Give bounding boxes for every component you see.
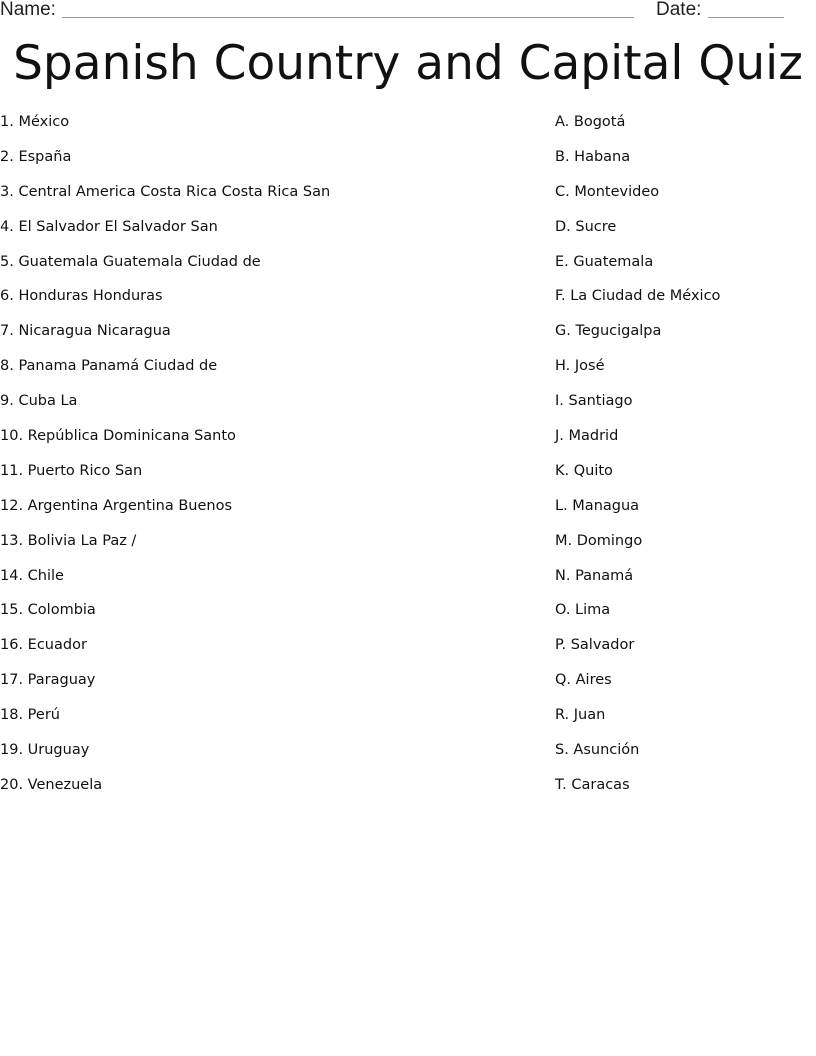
answer-item: C. Montevideo — [555, 183, 660, 200]
answer-item: F. La Ciudad de México — [555, 288, 721, 305]
header-row — [0, 0, 816, 22]
question-item: 3. Central America Costa Rica Costa Rica San — [0, 183, 331, 200]
answer-list — [555, 112, 805, 810]
answer-item: J. Madrid — [555, 428, 619, 445]
question-item: 15. Colombia — [0, 602, 96, 619]
question-item: 7. Nicaragua Nicaragua — [0, 323, 171, 340]
answer-item: B. Habana — [555, 148, 631, 165]
answer-item: E. Guatemala — [555, 253, 654, 270]
answer-item: N. Panamá — [555, 567, 634, 584]
answer-item: R. Juan — [555, 707, 606, 724]
question-item: 13. Bolivia La Paz / — [0, 532, 137, 549]
name-blank-line[interactable] — [62, 17, 634, 18]
question-list — [0, 112, 540, 810]
question-item: 9. Cuba La — [0, 393, 78, 410]
answer-item: I. Santiago — [555, 393, 633, 410]
answer-item: A. Bogotá — [555, 114, 626, 130]
answer-item: G. Tegucigalpa — [555, 323, 662, 340]
question-item: 17. Paraguay — [0, 672, 96, 689]
question-item: 2. España — [0, 148, 72, 165]
date-label: Date: — [656, 0, 702, 20]
question-item: 19. Uruguay — [0, 742, 90, 759]
page-title: Spanish Country and Capital Quiz — [13, 36, 803, 91]
answer-item: O. Lima — [555, 602, 611, 619]
name-label: Name: — [0, 0, 56, 20]
question-item: 16. Ecuador — [0, 637, 87, 654]
answer-item: L. Managua — [555, 497, 640, 514]
question-item: 14. Chile — [0, 567, 64, 584]
question-item: 11. Puerto Rico San — [0, 462, 143, 479]
answer-item: M. Domingo — [555, 532, 643, 549]
question-item: 10. República Dominicana Santo — [0, 428, 236, 445]
question-item: 12. Argentina Argentina Buenos — [0, 497, 233, 514]
question-item: 1. México — [0, 114, 70, 130]
question-item: 4. El Salvador El Salvador San — [0, 218, 218, 235]
date-blank-line[interactable] — [708, 17, 784, 18]
question-item: 5. Guatemala Guatemala Ciudad de — [0, 253, 261, 270]
answer-item: Q. Aires — [555, 672, 612, 689]
answer-item: D. Sucre — [555, 218, 617, 235]
answer-item: S. Asunción — [555, 742, 640, 759]
question-item: 20. Venezuela — [0, 776, 103, 793]
question-item: 8. Panama Panamá Ciudad de — [0, 358, 218, 375]
question-item: 6. Honduras Honduras — [0, 288, 163, 305]
question-item: 18. Perú — [0, 707, 60, 724]
answer-item: T. Caracas — [555, 776, 630, 793]
answer-item: P. Salvador — [555, 637, 635, 654]
answer-item: H. José — [555, 358, 605, 375]
answer-item: K. Quito — [555, 462, 613, 479]
